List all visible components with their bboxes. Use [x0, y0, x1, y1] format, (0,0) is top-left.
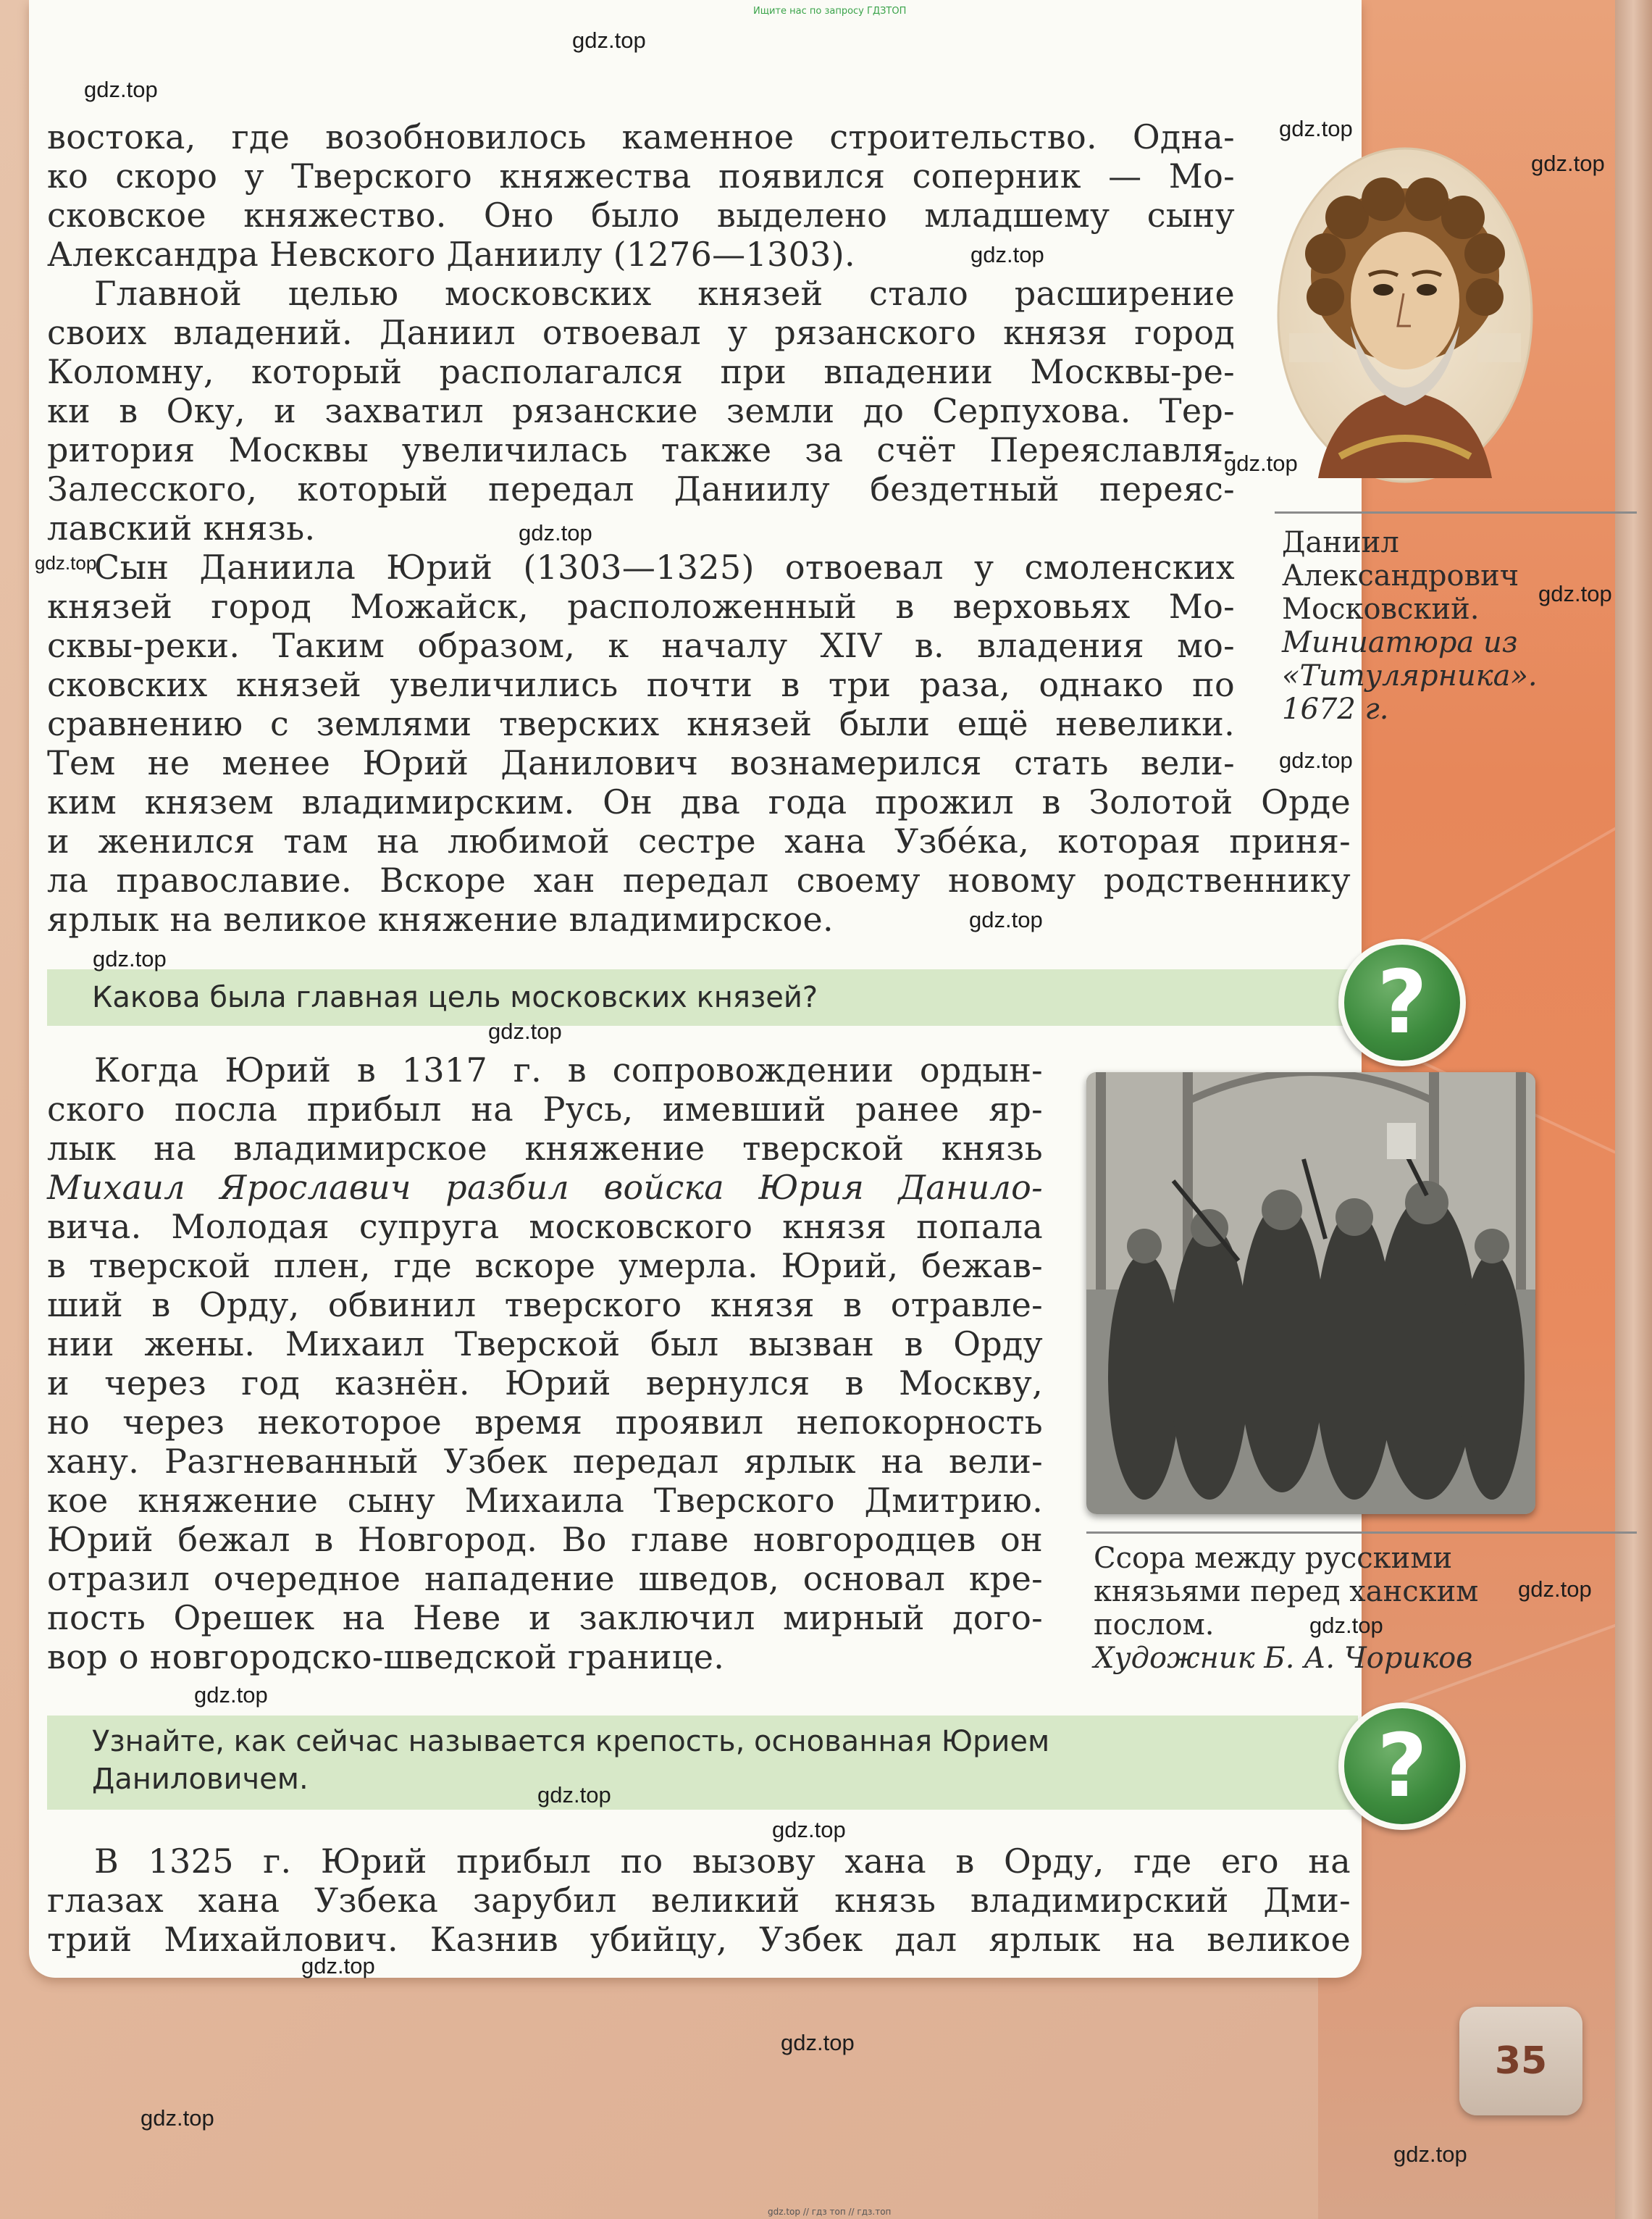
text-line: князей город Можайск, расположенный в верховьях Мо- [47, 587, 1235, 626]
question-text: Узнайте, как сейчас называется крепость, основанная Юрием [92, 1725, 1050, 1758]
text-line: кое княжение сыну Михаила Тверского Дмитрию. [47, 1481, 1043, 1520]
caption-line: князьями перед ханским [1094, 1575, 1479, 1608]
caption-line: «Титулярника». [1282, 659, 1538, 693]
question-mark-icon [1338, 939, 1466, 1066]
text-line: сковских князей увеличились почти в три раза, однако по [47, 665, 1235, 704]
engraving-illustration [1086, 1072, 1535, 1514]
watermark: gdz.top [781, 2030, 855, 2055]
text-line: отразил очередное нападение шведов, основал кре- [47, 1559, 1043, 1598]
text-line: ла православие. Вскоре хан передал своему новому родственнику [47, 861, 1351, 900]
watermark: gdz.top [84, 77, 158, 102]
watermark: gdz.top [1518, 1576, 1592, 1602]
text-line: и через год казнён. Юрий вернулся в Москву, [47, 1363, 1043, 1403]
watermark: gdz.top [1538, 581, 1612, 606]
text-line: ко скоро у Тверского княжества появился соперник — Мо- [47, 156, 1235, 196]
text-line: в тверской плен, где вскоре умерла. Юрий, бежав- [47, 1246, 1043, 1285]
caption-line: Миниатюра из [1282, 626, 1518, 659]
paragraph-1 [47, 117, 1235, 274]
question-symbol: ? [1377, 952, 1427, 1053]
text-line: Коломну, который располагался при впадении Москвы-ре- [47, 352, 1235, 391]
caption-line: Художник Б. А. Чориков [1094, 1642, 1473, 1675]
watermark: gdz.top [35, 552, 97, 574]
caption-line: Ссора между русскими [1094, 1542, 1453, 1575]
text-line: Александра Невского Даниилу (1276—1303). [47, 235, 855, 274]
portrait-caption [1282, 526, 1586, 726]
watermark: gdz.top [519, 520, 592, 546]
caption-line: Александрович [1282, 559, 1519, 593]
text-line: ритория Москвы увеличилась также за счёт Переяславля- [47, 430, 1235, 469]
text-line: Залесского, который передал Даниилу бездетный переяс- [47, 469, 1235, 509]
book-spine [1615, 0, 1652, 2219]
watermark: gdz.top [1224, 451, 1298, 476]
text-line: Когда Юрий в 1317 г. в сопровождении ордын- [94, 1050, 1043, 1090]
question-symbol: ? [1377, 1716, 1427, 1817]
text-line: ким князем владимирским. Он два года прожил в Золотой Орде [47, 782, 1351, 822]
question-bar-2 [47, 1716, 1358, 1810]
paragraph-2 [47, 274, 1235, 548]
caption-line: послом. [1094, 1608, 1215, 1642]
text-line: ший в Орду, обвинил тверского князя в отравле- [47, 1285, 1043, 1324]
watermark: gdz.top [1531, 151, 1605, 176]
text-line: Михаил Ярославич разбил войска Юрия Данило- [47, 1168, 1043, 1207]
text-line: хану. Разгневанный Узбек передал ярлык на вели- [47, 1442, 1043, 1481]
header-note: Ищите нас по запросу ГДЗТОП [753, 6, 907, 17]
watermark: gdz.top [1309, 1613, 1383, 1638]
text-line: ки в Оку, и захватил рязанские земли до Серпухова. Тер- [47, 391, 1235, 430]
watermark: gdz.top [301, 1953, 375, 1978]
watermark: gdz.top [194, 1682, 268, 1708]
caption-line: Московский. [1282, 593, 1480, 626]
watermark: gdz.top [969, 907, 1043, 932]
portrait-illustration [1275, 145, 1535, 485]
text-line: пость Орешек на Неве и заключил мирный дого- [47, 1598, 1043, 1637]
text-line: ярлык на великое княжение владимирское. [47, 900, 834, 939]
engraving-caption [1094, 1542, 1601, 1675]
text-line: лык на владимирское княжение тверской князь [47, 1129, 1043, 1168]
question-bar-1 [47, 969, 1358, 1026]
caption-line: 1672 г. [1282, 693, 1389, 726]
watermark: gdz.top [572, 28, 646, 53]
watermark: gdz.top [141, 2105, 214, 2131]
text-line: В 1325 г. Юрий прибыл по вызову хана в Орду, где его на [94, 1842, 1351, 1881]
text-line: нии жены. Михаил Тверской был вызван в Орду [47, 1324, 1043, 1363]
watermark: gdz.top [1393, 2141, 1467, 2167]
question-text: Какова была главная цель московских князей? [92, 981, 818, 1014]
text-line: вор о новгородско-шведской границе. [47, 1637, 725, 1676]
page-number: 35 [1459, 2007, 1582, 2115]
caption-divider [1086, 1531, 1637, 1534]
text-line: и женился там на любимой сестре хана Узбе́ка, которая приня- [47, 822, 1351, 861]
text-line: ского посла прибыл на Русь, имевший ранее яр- [47, 1090, 1043, 1129]
text-line: Юрий бежал в Новгород. Во главе новгородцев он [47, 1520, 1043, 1559]
text-line: трий Михайлович. Казнив убийцу, Узбек дал ярлык на великое [47, 1920, 1351, 1959]
text-line: вича. Молодая супруга московского князя попала [47, 1207, 1043, 1246]
text-line: Тем не менее Юрий Данилович вознамерился стать вели- [47, 743, 1235, 782]
watermark: gdz.top [1279, 116, 1353, 141]
watermark: gdz.top [537, 1782, 611, 1808]
text-line: сковское княжество. Оно было выделено младшему сыну [47, 196, 1235, 235]
caption-divider [1275, 511, 1637, 514]
watermark: gdz.top [93, 946, 167, 971]
text-line: Главной целью московских князей стало расширение [94, 274, 1235, 313]
text-line: лавский князь. [47, 509, 316, 548]
text-line: Сын Даниила Юрий (1303—1325) отвоевал у смоленских [94, 548, 1235, 587]
question-mark-icon [1338, 1702, 1466, 1830]
text-line: востока, где возобновилось каменное строительство. Одна- [47, 117, 1235, 156]
watermark: gdz.top [1279, 748, 1353, 773]
question-text: Даниловичем. [92, 1763, 309, 1796]
text-line: сравнению с землями тверских князей были ещё невелики. [47, 704, 1235, 743]
text-line: но через некоторое время проявил непокорность [47, 1403, 1043, 1442]
paragraph-4 [47, 1050, 1043, 1676]
text-line: сквы-реки. Таким образом, к началу XIV в. владения мо- [47, 626, 1235, 665]
watermark: gdz.top [772, 1817, 846, 1842]
watermark: gdz.top [488, 1019, 562, 1044]
watermark: gdz.top [970, 242, 1044, 267]
paragraph-5 [47, 1842, 1351, 1959]
text-line: глазах хана Узбека зарубил великий князь владимирский Дми- [47, 1881, 1351, 1920]
caption-line: Даниил [1282, 526, 1399, 559]
footer-note: gdz.top // гдз топ // гдз.топ [768, 2207, 892, 2217]
text-line: своих владений. Даниил отвоевал у рязанского князя город [47, 313, 1235, 352]
